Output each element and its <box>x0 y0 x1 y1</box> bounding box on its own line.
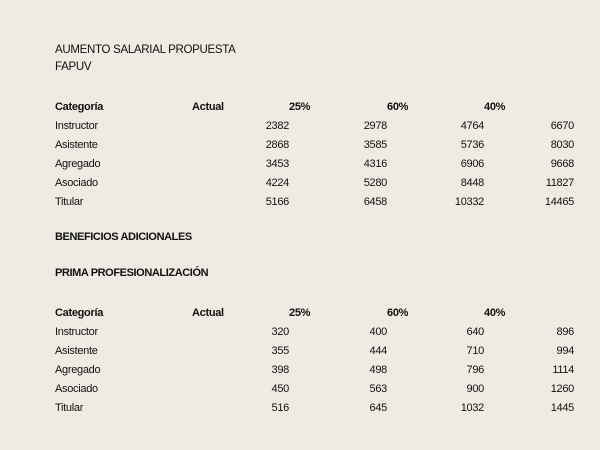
prima-table <box>55 303 574 417</box>
table-row <box>55 398 574 417</box>
category-cell: Asociado <box>55 176 98 189</box>
table-row <box>55 341 574 360</box>
p60-cell: 10332 <box>454 195 484 208</box>
category-cell: Instructor <box>55 325 98 338</box>
p60-cell: 8448 <box>460 176 484 189</box>
column-header-40: 40% <box>484 100 506 113</box>
actual-cell: 4224 <box>265 176 289 189</box>
table-row <box>55 192 574 211</box>
table-row <box>55 154 574 173</box>
p25-cell: 3585 <box>363 138 387 151</box>
p40-cell: 14465 <box>544 195 574 208</box>
p25-cell: 2978 <box>363 119 387 132</box>
p60-cell: 1032 <box>460 401 484 414</box>
actual-cell: 2868 <box>265 138 289 151</box>
table-header-row <box>55 97 574 116</box>
p25-cell: 563 <box>369 382 387 395</box>
p40-cell: 994 <box>556 344 574 357</box>
section-heading-beneficios: BENEFICIOS ADICIONALES <box>55 231 192 243</box>
p60-cell: 6906 <box>460 157 484 170</box>
p25-cell: 444 <box>369 344 387 357</box>
column-header-actual: Actual <box>192 100 224 113</box>
actual-cell: 398 <box>271 363 289 376</box>
p40-cell: 1114 <box>552 363 574 376</box>
section-heading-prima: PRIMA PROFESIONALIZACIÓN <box>55 267 209 279</box>
document-subtitle: FAPUV <box>55 61 92 73</box>
table-row <box>55 173 574 192</box>
actual-cell: 320 <box>271 325 289 338</box>
actual-cell: 450 <box>271 382 289 395</box>
p40-cell: 9668 <box>550 157 574 170</box>
actual-cell: 516 <box>271 401 289 414</box>
p40-cell: 1445 <box>550 401 574 414</box>
salary-table <box>55 97 574 211</box>
p60-cell: 4764 <box>460 119 484 132</box>
category-cell: Asistente <box>55 138 98 151</box>
category-cell: Asociado <box>55 382 98 395</box>
p40-cell: 8030 <box>550 138 574 151</box>
p60-cell: 710 <box>466 344 484 357</box>
column-header-categoria: Categoría <box>55 100 104 113</box>
p25-cell: 645 <box>369 401 387 414</box>
category-cell: Agregado <box>55 157 101 170</box>
category-cell: Agregado <box>55 363 101 376</box>
p25-cell: 5280 <box>363 176 387 189</box>
table-header-row <box>55 303 574 322</box>
p25-cell: 6458 <box>363 195 387 208</box>
column-header-60: 60% <box>387 306 409 319</box>
actual-cell: 355 <box>271 344 289 357</box>
actual-cell: 2382 <box>265 119 289 132</box>
column-header-actual: Actual <box>192 306 224 319</box>
p60-cell: 796 <box>466 363 484 376</box>
p25-cell: 4316 <box>363 157 387 170</box>
p60-cell: 900 <box>466 382 484 395</box>
category-cell: Asistente <box>55 344 98 357</box>
p40-cell: 1260 <box>550 382 574 395</box>
table-row <box>55 322 574 341</box>
column-header-60: 60% <box>387 100 409 113</box>
table-row <box>55 360 574 379</box>
p25-cell: 498 <box>369 363 387 376</box>
category-cell: Titular <box>55 401 84 414</box>
column-header-40: 40% <box>484 306 506 319</box>
table-row <box>55 116 574 135</box>
column-header-25: 25% <box>289 306 311 319</box>
actual-cell: 5166 <box>265 195 289 208</box>
category-cell: Instructor <box>55 119 98 132</box>
p25-cell: 400 <box>369 325 387 338</box>
p40-cell: 896 <box>556 325 574 338</box>
p40-cell: 11827 <box>545 176 574 189</box>
column-header-25: 25% <box>289 100 311 113</box>
table-row <box>55 135 574 154</box>
p60-cell: 640 <box>466 325 484 338</box>
document-title: AUMENTO SALARIAL PROPUESTA <box>55 44 236 56</box>
table-row <box>55 379 574 398</box>
p60-cell: 5736 <box>460 138 484 151</box>
category-cell: Titular <box>55 195 84 208</box>
actual-cell: 3453 <box>265 157 289 170</box>
column-header-categoria: Categoría <box>55 306 104 319</box>
p40-cell: 6670 <box>550 119 574 132</box>
